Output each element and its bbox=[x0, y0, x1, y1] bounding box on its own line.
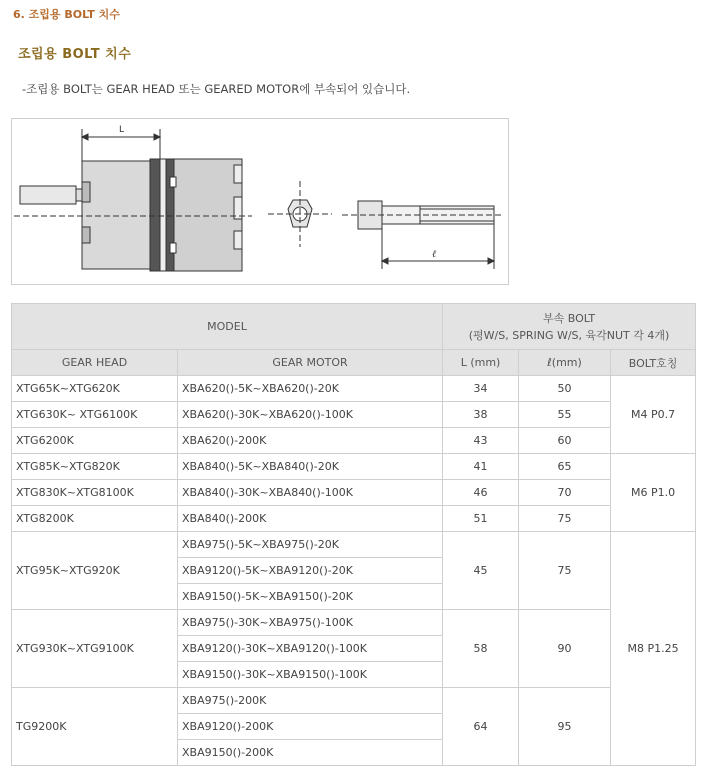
table-row bbox=[12, 610, 696, 636]
motor-body bbox=[174, 159, 242, 271]
col-L: L (mm) bbox=[443, 350, 519, 376]
l-cell: 95 bbox=[519, 688, 611, 766]
header-bolt-line2: (평W/S, SPRING W/S, 육각NUT 각 4개) bbox=[468, 328, 670, 342]
gear-motor-cell: XBA840()-200K bbox=[178, 506, 443, 532]
page-subtitle: 조립용 BOLT 치수 bbox=[18, 47, 132, 62]
l-cell: 65 bbox=[519, 454, 611, 480]
gear-motor-cell: XBA975()-200K bbox=[178, 688, 443, 714]
gear-head-cell: XTG8200K bbox=[12, 506, 178, 532]
section-heading: 6. 조립용 BOLT 치수 bbox=[13, 8, 120, 21]
l-cell: 75 bbox=[519, 532, 611, 610]
gear-head-cell: XTG85K~XTG820K bbox=[12, 454, 178, 480]
L-cell: 64 bbox=[443, 688, 519, 766]
gear-head-body bbox=[82, 161, 150, 269]
gear-motor-cell: XBA9150()-5K~XBA9150()-20K bbox=[178, 584, 443, 610]
bolt-cell: M6 P1.0 bbox=[611, 454, 696, 532]
table-row bbox=[12, 376, 696, 402]
gear-motor-cell: XBA840()-30K~XBA840()-100K bbox=[178, 480, 443, 506]
l-cell: 55 bbox=[519, 402, 611, 428]
gear-motor-cell: XBA9150()-30K~XBA9150()-100K bbox=[178, 662, 443, 688]
gear-motor-cell: XBA9150()-200K bbox=[178, 740, 443, 766]
gear-head-cell: XTG830K~XTG8100K bbox=[12, 480, 178, 506]
gear-motor-cell: XBA9120()-30K~XBA9120()-100K bbox=[178, 636, 443, 662]
l-cell: 60 bbox=[519, 428, 611, 454]
drawing-svg bbox=[12, 119, 510, 286]
L-cell: 38 bbox=[443, 402, 519, 428]
gear-head-cell: XTG95K~XTG920K bbox=[12, 532, 178, 610]
header-bolt-line1: 부속 BOLT bbox=[542, 311, 596, 325]
bolt-cell: M4 P0.7 bbox=[611, 376, 696, 454]
col-gear-motor: GEAR MOTOR bbox=[178, 350, 443, 376]
L-cell: 45 bbox=[443, 532, 519, 610]
L-cell: 41 bbox=[443, 454, 519, 480]
gear-head-cell: XTG65K~XTG620K bbox=[12, 376, 178, 402]
table-row bbox=[12, 532, 696, 558]
table-row bbox=[12, 402, 696, 428]
gear-motor-cell: XBA620()-5K~XBA620()-20K bbox=[178, 376, 443, 402]
gear-motor-cell: XBA620()-30K~XBA620()-100K bbox=[178, 402, 443, 428]
table-row bbox=[12, 454, 696, 480]
table-row bbox=[12, 428, 696, 454]
gear-head-cell: XTG930K~XTG9100K bbox=[12, 610, 178, 688]
gear-head-cell: TG9200K bbox=[12, 688, 178, 766]
l-cell: 50 bbox=[519, 376, 611, 402]
table-row bbox=[12, 506, 696, 532]
gear-head-cell: XTG630K~ XTG6100K bbox=[12, 402, 178, 428]
bolt-dimension-drawing bbox=[11, 118, 509, 285]
gear-head-cell: XTG6200K bbox=[12, 428, 178, 454]
dimension-L-label: L bbox=[119, 125, 125, 135]
gear-motor-cell: XBA975()-5K~XBA975()-20K bbox=[178, 532, 443, 558]
L-cell: 58 bbox=[443, 610, 519, 688]
col-l: ℓ(mm) bbox=[519, 350, 611, 376]
gear-motor-cell: XBA9120()-5K~XBA9120()-20K bbox=[178, 558, 443, 584]
l-cell: 90 bbox=[519, 610, 611, 688]
header-model: MODEL bbox=[12, 304, 443, 350]
bolt-spec-table bbox=[11, 303, 696, 766]
l-cell: 70 bbox=[519, 480, 611, 506]
table-row bbox=[12, 688, 696, 714]
table-row bbox=[12, 480, 696, 506]
gear-motor-cell: XBA620()-200K bbox=[178, 428, 443, 454]
gear-motor-cell: XBA9120()-200K bbox=[178, 714, 443, 740]
col-gear-head: GEAR HEAD bbox=[12, 350, 178, 376]
col-bolt: BOLT호칭 bbox=[611, 350, 696, 376]
l-cell: 75 bbox=[519, 506, 611, 532]
L-cell: 51 bbox=[443, 506, 519, 532]
dimension-l-label: ℓ bbox=[432, 249, 437, 260]
bolt-cell: M8 P1.25 bbox=[611, 532, 696, 766]
L-cell: 34 bbox=[443, 376, 519, 402]
L-cell: 46 bbox=[443, 480, 519, 506]
shaft-shape bbox=[20, 186, 76, 204]
L-cell: 43 bbox=[443, 428, 519, 454]
description-text: -조립용 BOLT는 GEAR HEAD 또는 GEARED MOTOR에 부속되어 있습니다. bbox=[22, 82, 411, 96]
gear-motor-cell: XBA975()-30K~XBA975()-100K bbox=[178, 610, 443, 636]
header-bolt bbox=[443, 304, 696, 350]
gear-motor-cell: XBA840()-5K~XBA840()-20K bbox=[178, 454, 443, 480]
